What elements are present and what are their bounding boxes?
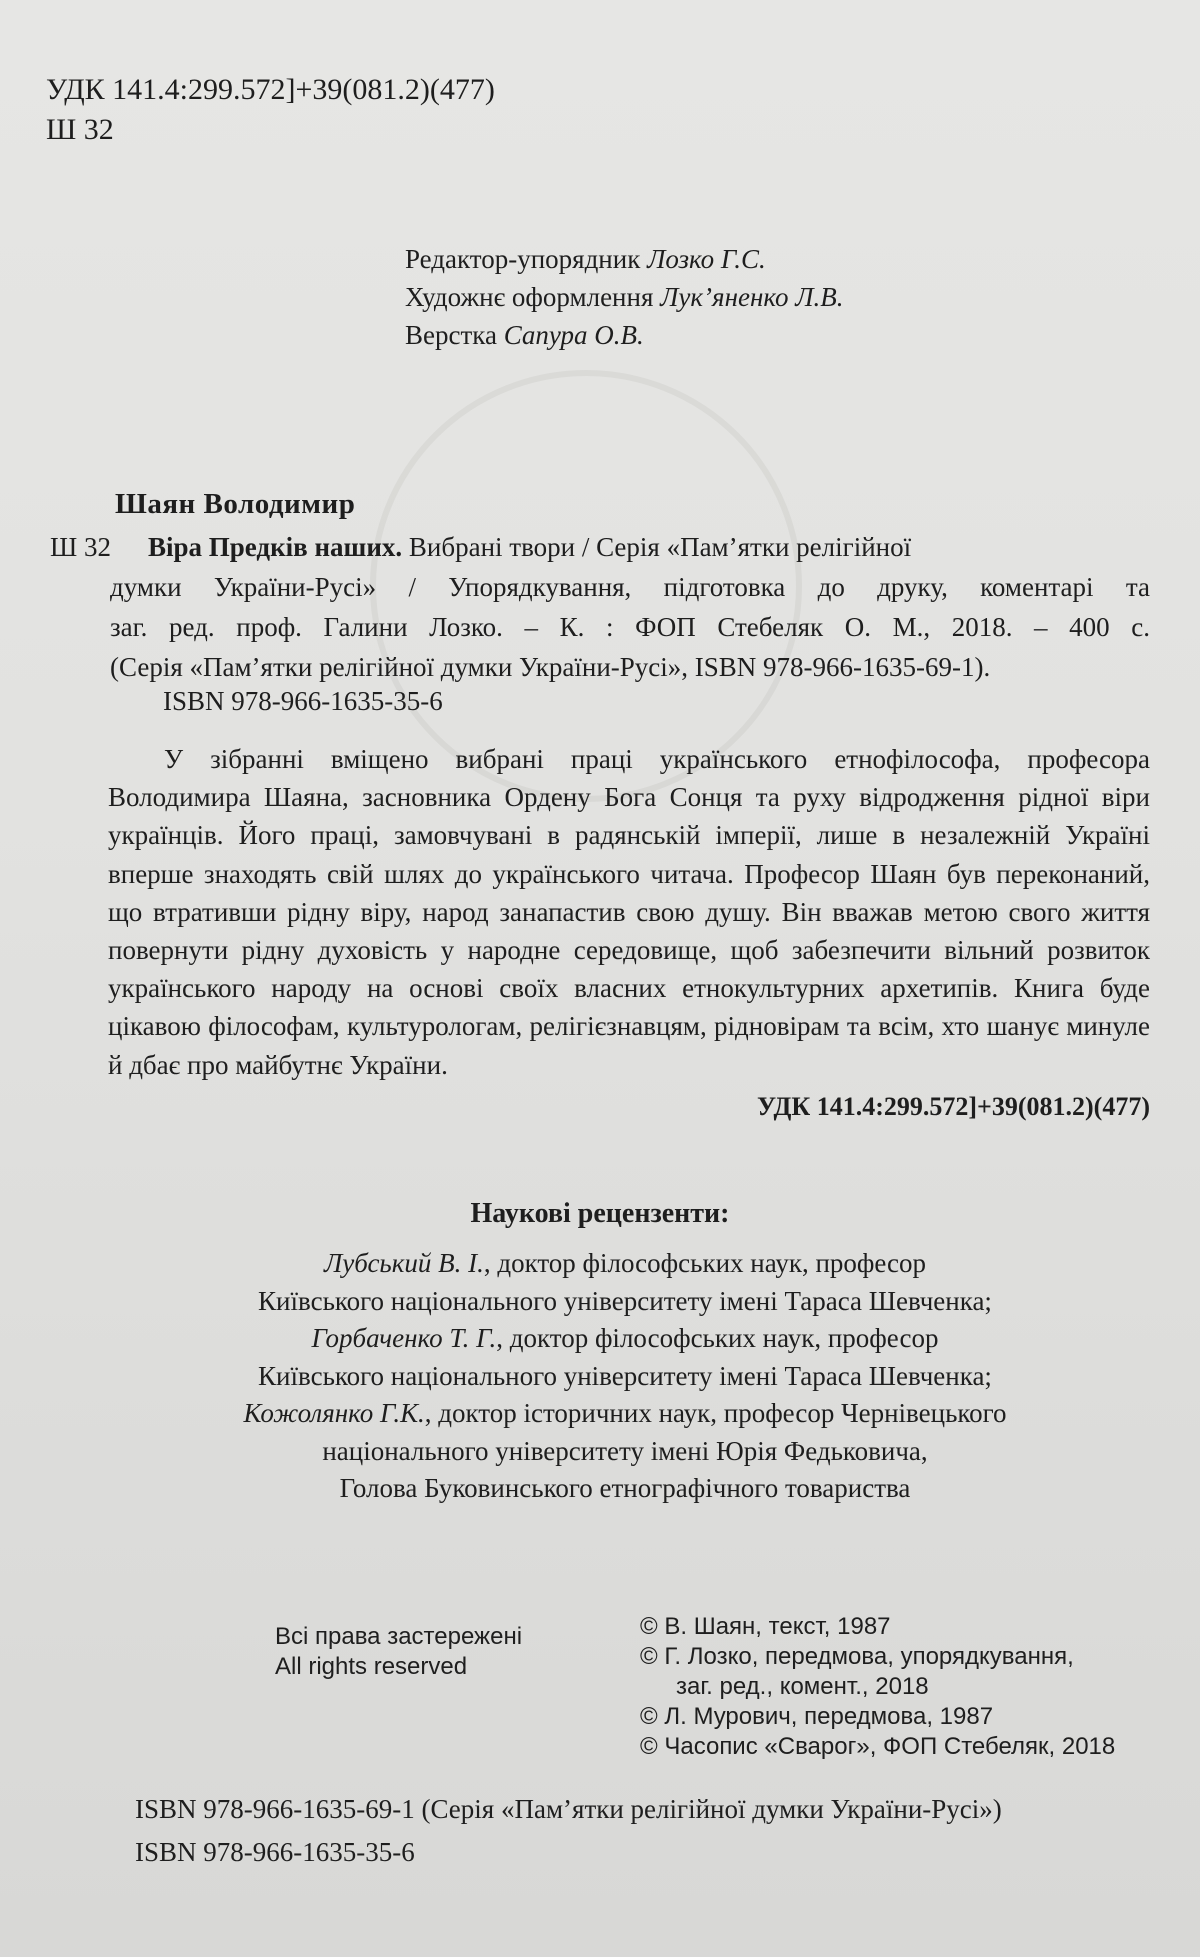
udc-code-right: УДК 141.4:299.572]+39(081.2)(477) — [757, 1092, 1150, 1121]
bibliographic-record — [50, 527, 1150, 687]
book-title: Віра Предків наших. — [148, 532, 403, 562]
rights-notice — [275, 1622, 522, 1682]
reviewer-2: Горбаченко Т. Г., доктор філософських наук, професор Київського національного університету імені Тараса Шевченка; — [258, 1323, 992, 1391]
udc-block-top — [46, 70, 495, 150]
author-mark: Ш 32 — [46, 113, 114, 146]
biblio-line-1: Ш 32 Віра Предків наших. Вибрані твори / Серія «Пам’ятки релігійної — [50, 527, 1150, 567]
author-name: Шаян Володимир — [115, 488, 356, 520]
copyright-line: © Часопис «Сварог», ФОП Стебеляк, 2018 — [640, 1733, 1116, 1760]
biblio-code: Ш 32 — [50, 532, 111, 562]
isbn-biblio: ISBN 978-966-1635-35-6 — [163, 686, 443, 716]
isbn-book: ISBN 978-966-1635-35-6 — [135, 1837, 415, 1867]
isbn-series: ISBN 978-966-1635-69-1 (Серія «Пам’ятки релігійної думки України-Русі») — [135, 1794, 1002, 1824]
copyright-line: © В. Шаян, текст, 1987 — [640, 1613, 891, 1640]
reviewer-3: Кожолянко Г.К., доктор історичних наук, професор Чернівецького національного університету імені Юрія Федьковича, Голова Буковинського етнографічного товариства — [243, 1398, 1007, 1503]
credit-design: Художнє оформлення Лук’яненко Л.В. — [405, 282, 844, 312]
isbn-block-bottom — [135, 1788, 1002, 1874]
abstract-text: У зібранні вміщено вибрані праці українського етнофілософа, професора Володимира Шаяна, засновника Ордену Бога Сонця та руху відродження рідної віри українців. Його праці, замовчувані в радянській імперії, лише в незалежній Україні вперше знаходять свій шлях до українського читача. Професор Шаян був переконаний, що втративши рідну віру, народ занапастив свою душу. Він вважав метою свого життя повернути рідну духовість у народне середовище, щоб забезпечити вільний розвиток українського народу на основі своїх власних етнокультурних архетипів. Книга буде цікавою філософам, культурологам, релігієзнавцям, рідновірам та всім, хто шанує минуле й дбає про майбутнє України. — [108, 744, 1150, 1080]
copyright-line: © Г. Лозко, передмова, упорядкування, — [640, 1643, 1074, 1670]
biblio-line-3: заг. ред. проф. Галини Лозко. – К. : ФОП Стебеляк О. М., 2018. – 400 с. — [110, 612, 1150, 642]
rights-en: All rights reserved — [275, 1653, 468, 1680]
credit-layout: Верстка Сапура О.В. — [405, 320, 644, 350]
biblio-line-4: (Серія «Пам’ятки релігійної думки України-Русі», ISBN 978-966-1635-69-1). — [110, 652, 991, 682]
copyright-line: заг. ред., комент., 2018 — [676, 1673, 929, 1700]
reviewer-1: Лубський В. І., доктор філософських наук, професор Київського національного університету імені Тараса Шевченка; — [258, 1248, 992, 1316]
reviewers-list — [150, 1245, 1100, 1508]
biblio-line-2: думки України-Русі» / Упорядкування, підготовка до друку, коментарі та — [110, 572, 1150, 602]
copyright-line: © Л. Мурович, передмова, 1987 — [640, 1703, 994, 1730]
credits-block — [405, 240, 844, 354]
reviewers-heading: Наукові рецензенти: — [470, 1198, 730, 1229]
rights-ua: Всі права застережені — [275, 1623, 523, 1650]
udc-code: УДК 141.4:299.572]+39(081.2)(477) — [46, 73, 495, 106]
credit-editor: Редактор-упорядник Лозко Г.С. — [405, 244, 766, 274]
abstract — [108, 740, 1150, 1084]
copyright-list — [640, 1612, 1115, 1762]
